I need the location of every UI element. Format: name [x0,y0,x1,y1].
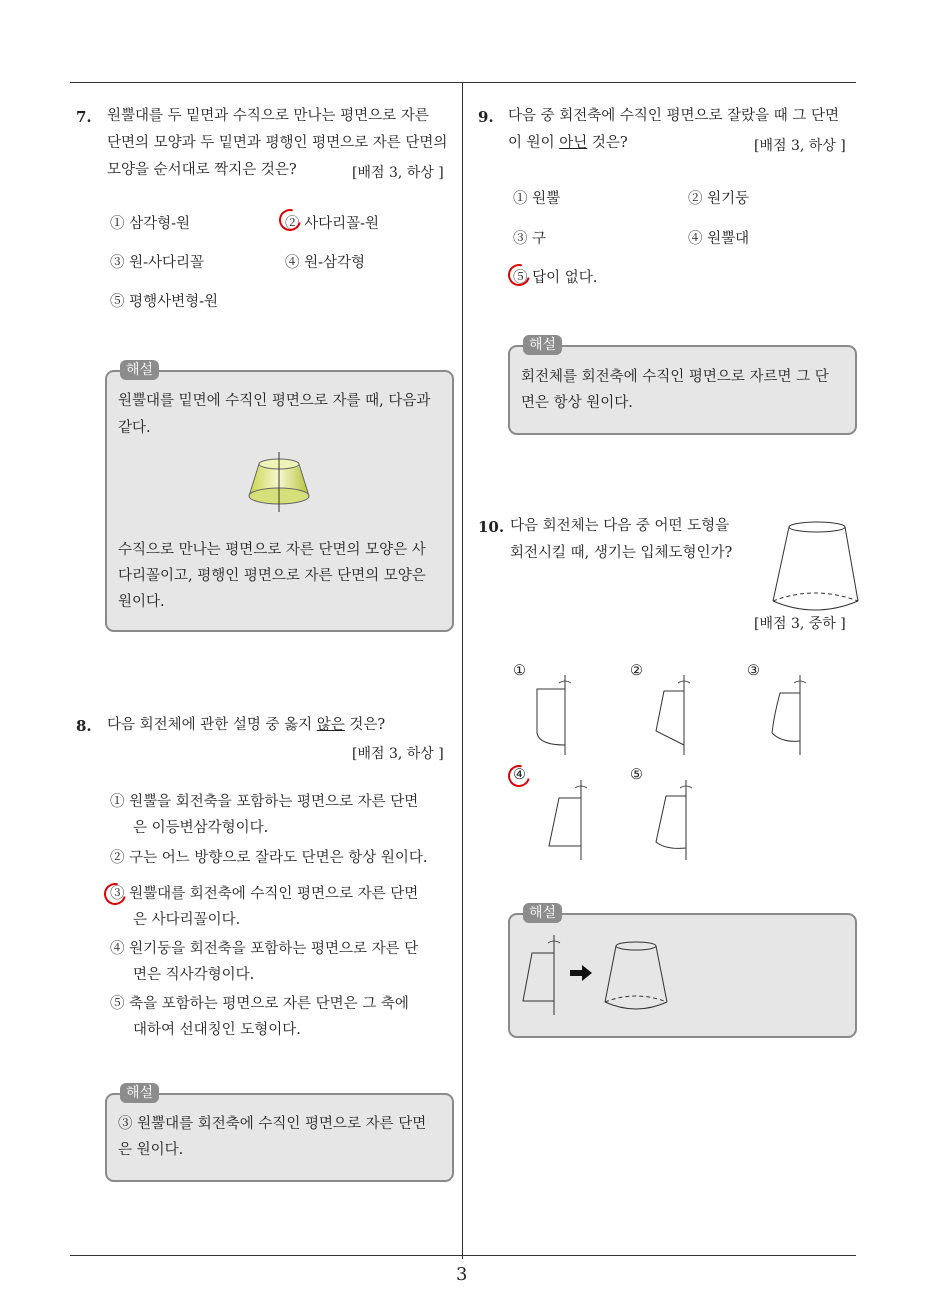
q10-option-4-figure[interactable] [543,780,593,862]
q10-option-1-figure[interactable] [525,675,575,757]
q7-exp-line5: 원이다. [118,594,165,610]
q9-option-3[interactable]: ③ 구 [513,231,547,247]
q10-explanation-tag: 해설 [523,903,562,923]
q7-exp-line1: 원뿔대를 밑면에 수직인 평면으로 자를 때, 다음과 [118,393,431,409]
column-divider [462,82,463,1259]
q10-option-1-label[interactable]: ① [513,663,526,679]
q8-option-4a[interactable]: ④ 원기둥을 회전축을 포함하는 평면으로 자른 단 [110,941,419,957]
q10-line2: 회전시킬 때, 생기는 입체도형인가? [510,545,733,561]
q9-exp-line2: 면은 항상 원이다. [521,395,633,411]
q7-exp-line2: 같다. [118,420,151,436]
q7-option-3[interactable]: ③ 원-사다리꼴 [110,255,205,271]
q9-option-4[interactable]: ④ 원뿔대 [688,231,750,247]
q10-exp-generator-figure [518,935,568,1017]
q10-frustum-figure [770,515,862,617]
q9-option-5[interactable]: ⑤ 답이 없다. [513,270,598,286]
q8-exp-line2: 은 원이다. [118,1142,184,1158]
q8-line1: 다음 회전체에 관한 설명 중 옳지 않은 것은? [107,717,386,733]
q8-option-1a[interactable]: ① 원뿔을 회전축을 포함하는 평면으로 자른 단면 [110,794,419,810]
q10-score: [배점 3, 중하 ] [754,616,846,632]
q7-score: [배점 3, 하상 ] [352,165,444,181]
q8-explanation-tag: 해설 [120,1083,159,1103]
arrow-right-icon [570,965,592,981]
q9-explanation-tag: 해설 [523,335,562,355]
q9-exp-line1: 회전체를 회전축에 수직인 평면으로 자르면 그 단 [521,369,829,385]
q8-number: 8. [76,717,92,735]
q7-explanation-tag: 해설 [120,360,159,380]
q8-option-5b: 대하여 선대칭인 도형이다. [133,1022,301,1038]
q7-line2: 단면의 모양과 두 밑면과 평행인 평면으로 자른 단면의 [107,135,448,151]
q9-option-2[interactable]: ② 원기둥 [688,191,750,207]
q7-option-5[interactable]: ⑤ 평행사변형-원 [110,294,219,310]
q7-line3: 모양을 순서대로 짝지은 것은? [107,162,297,178]
q8-option-3a[interactable]: ③ 원뿔대를 회전축에 수직인 평면으로 자른 단면 [110,886,419,902]
page-number: 3 [456,1264,468,1285]
q9-option-1[interactable]: ① 원뿔 [513,191,561,207]
q10-option-5-label[interactable]: ⑤ [630,767,643,783]
q10-line1: 다음 회전체는 다음 중 어떤 도형을 [510,518,730,534]
q8-option-2[interactable]: ② 구는 어느 방향으로 잘라도 단면은 항상 원이다. [110,850,428,866]
q7-line1: 원뿔대를 두 밑면과 수직으로 만나는 평면으로 자른 [107,108,429,124]
q7-option-2[interactable]: ② 사다리꼴-원 [285,216,380,232]
frustum-cut-illustration [243,450,315,518]
q9-number: 9. [478,108,494,126]
top-rule [70,82,856,83]
q10-option-4-label[interactable]: ④ [513,767,526,783]
q8-option-5a[interactable]: ⑤ 축을 포함하는 평면으로 자른 단면은 그 축에 [110,996,409,1012]
q10-number: 10. [478,518,505,536]
q10-option-2-figure[interactable] [648,675,698,757]
q8-option-3b: 은 사다리꼴이다. [133,912,241,928]
q10-option-3-label[interactable]: ③ [747,663,760,679]
q10-exp-frustum-figure [600,938,672,1016]
bottom-rule [70,1255,856,1256]
q7-option-1[interactable]: ① 삼각형-원 [110,216,191,232]
q7-number: 7. [76,108,92,126]
q7-option-4[interactable]: ④ 원-삼각형 [285,255,366,271]
q8-score: [배점 3, 하상 ] [352,746,444,762]
q7-exp-line4: 다리꼴이고, 평행인 평면으로 자른 단면의 모양은 [118,568,426,584]
q9-line2: 이 원이 아닌 것은? [508,135,628,151]
q9-score: [배점 3, 하상 ] [754,138,846,154]
q8-option-1b: 은 이등변삼각형이다. [133,820,269,836]
q8-option-4b: 면은 직사각형이다. [133,967,255,983]
q9-line1: 다음 중 회전축에 수직인 평면으로 잘랐을 때 그 단면 [508,108,840,124]
q10-option-3-figure[interactable] [762,675,812,757]
q7-exp-line3: 수직으로 만나는 평면으로 자른 단면의 모양은 사 [118,542,426,558]
q10-option-2-label[interactable]: ② [630,663,643,679]
q10-option-5-figure[interactable] [648,780,698,862]
q8-exp-line1: ③ 원뿔대를 회전축에 수직인 평면으로 자른 단면 [118,1116,427,1132]
